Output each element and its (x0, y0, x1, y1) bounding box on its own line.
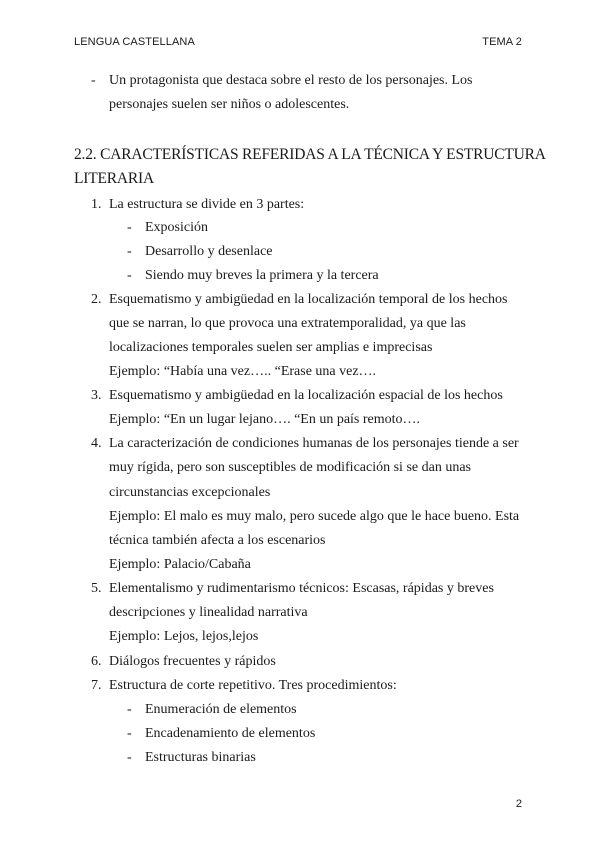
section-heading-line: LITERARIA (74, 170, 154, 187)
bullet-marker: - (91, 73, 96, 88)
item-example: Ejemplo: Palacio/Cabaña (109, 557, 251, 572)
item-line: Esquematismo y ambigüedad en la localización espacial de los hechos (109, 388, 503, 403)
item-line: que se narran, lo que provoca una extratemporalidad, ya que las (109, 316, 466, 331)
section-heading-line: 2.2. CARACTERÍSTICAS REFERIDAS A LA TÉCNICA Y ESTRUCTURA (74, 146, 546, 163)
sub-bullet-marker: - (127, 220, 132, 235)
sub-bullet-marker: - (127, 268, 132, 283)
item-number: 7. (91, 678, 102, 693)
intro-bullet-line: personajes suelen ser niños o adolescentes. (109, 97, 350, 112)
item-number: 2. (91, 292, 102, 307)
header-subject: LENGUA CASTELLANA (74, 36, 195, 48)
item-number: 1. (91, 197, 102, 212)
sub-item: Siendo muy breves la primera y la tercera (145, 268, 379, 283)
sub-bullet-marker: - (127, 726, 132, 741)
item-number: 4. (91, 436, 102, 451)
item-line: Esquematismo y ambigüedad en la localización temporal de los hechos (109, 292, 508, 307)
item-line: Diálogos frecuentes y rápidos (109, 654, 276, 669)
item-line: Elementalismo y rudimentarismo técnicos: Escasas, rápidas y breves (109, 581, 494, 596)
sub-item: Exposición (145, 220, 208, 235)
item-line: La caracterización de condiciones humanas de los personajes tiende a ser (109, 436, 519, 451)
sub-item: Enumeración de elementos (145, 702, 297, 717)
sub-bullet-marker: - (127, 702, 132, 717)
item-example: Ejemplo: Lejos, lejos,lejos (109, 629, 259, 644)
item-line: localizaciones temporales suelen ser amplias e imprecisas (109, 340, 433, 355)
item-line: La estructura se divide en 3 partes: (109, 197, 305, 212)
sub-item: Desarrollo y desenlace (145, 244, 273, 259)
item-line: circunstancias excepcionales (109, 485, 271, 500)
sub-item: Estructuras binarias (145, 750, 256, 765)
item-example: Ejemplo: El malo es muy malo, pero sucede algo que le hace bueno. Esta (109, 509, 520, 524)
item-number: 3. (91, 388, 102, 403)
intro-bullet-line: Un protagonista que destaca sobre el resto de los personajes. Los (109, 73, 473, 88)
sub-bullet-marker: - (127, 244, 132, 259)
item-example: Ejemplo: “En un lugar lejano…. “En un país remoto…. (109, 412, 421, 427)
sub-bullet-marker: - (127, 750, 132, 765)
item-example: Ejemplo: “Había una vez….. “Erase una vez…. (109, 364, 377, 379)
header-topic: TEMA 2 (482, 36, 522, 48)
item-line: Estructura de corte repetitivo. Tres procedimientos: (109, 678, 397, 693)
item-number: 6. (91, 654, 102, 669)
item-line: técnica también afecta a los escenarios (109, 533, 326, 548)
page-number: 2 (515, 798, 522, 810)
item-line: descripciones y linealidad narrativa (109, 605, 308, 620)
item-line: muy rígida, pero son susceptibles de modificación si se dan unas (109, 460, 471, 475)
item-number: 5. (91, 581, 102, 596)
sub-item: Encadenamiento de elementos (145, 726, 316, 741)
